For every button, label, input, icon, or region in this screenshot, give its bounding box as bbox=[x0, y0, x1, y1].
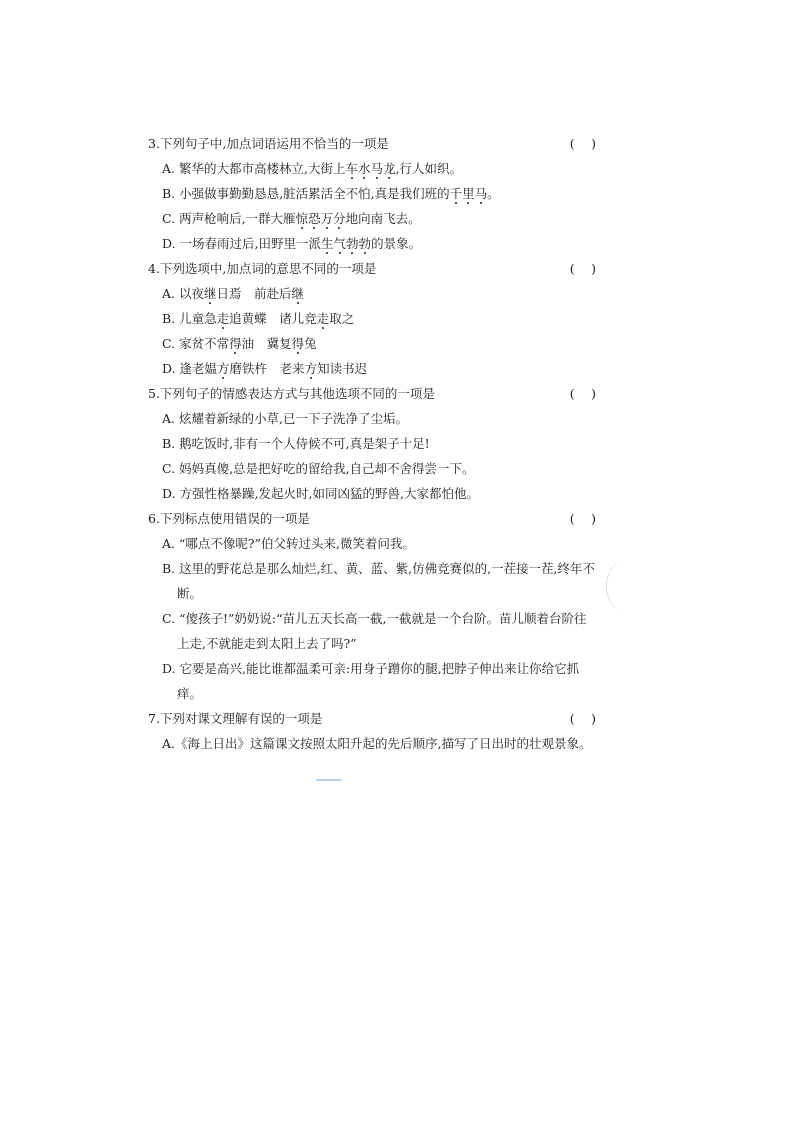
question-stem: 6.下列标点使用错误的一项是 bbox=[148, 511, 310, 526]
option-c bbox=[162, 206, 598, 231]
dotted-word bbox=[345, 161, 395, 176]
option-c bbox=[162, 331, 598, 356]
dotted-word bbox=[217, 311, 230, 326]
question-stem: 5.下列句子的情感表达方式与其他选项不同的一项是 bbox=[148, 386, 435, 401]
option-c: C. “傻孩子!”奶奶说:“苗儿五天长高一截,一截就是一个台阶。苗儿顺着台阶往上走,不就能走到太阳上去了吗?” bbox=[162, 611, 587, 651]
option-a bbox=[162, 281, 598, 306]
emphasis-char: 得 bbox=[291, 336, 305, 351]
option-text: D. 一场春雨过后,田野里一派 bbox=[162, 236, 321, 251]
answer-bracket: ( ) bbox=[569, 711, 598, 726]
emphasis-char: 车 bbox=[345, 161, 358, 176]
emphasis-char: 千 bbox=[449, 186, 463, 201]
option-a: A.《海上日出》这篇课文按照太阳升起的先后顺序,描写了日出时的壮观景象。 bbox=[162, 736, 592, 751]
emphasis-char: 恐 bbox=[308, 211, 321, 226]
option-text: 磨铁杵 老来 bbox=[229, 361, 305, 376]
option-b: B. 这里的野花总是那么灿烂,红、黄、蓝、紫,仿佛竞赛似的,一茬接一茬,终年不断。 bbox=[162, 561, 596, 601]
emphasis-char: 惊 bbox=[295, 211, 309, 226]
question-3 bbox=[148, 131, 598, 156]
option-b bbox=[162, 181, 598, 206]
dotted-word bbox=[450, 186, 488, 201]
option-d: D. 方强性格暴躁,发起火时,如同凶猛的野兽,大家都怕他。 bbox=[162, 486, 479, 501]
option-text: 知读书迟 bbox=[317, 361, 368, 376]
option-c: C. 妈妈真傻,总是把好吃的留给我,自己却不舍得尝一下。 bbox=[162, 461, 475, 476]
option-a: A. 炫耀着新绿的小草,已一下子洗净了尘垢。 bbox=[162, 411, 408, 426]
option-d: D. 它要是高兴,能比谁都温柔可亲:用身子蹭你的腿,把脖子伸出来让你给它抓痒。 bbox=[162, 661, 580, 701]
emphasis-char: 方 bbox=[217, 361, 230, 376]
option-text: A. 以夜 bbox=[162, 286, 204, 301]
emphasis-char: 继 bbox=[203, 286, 217, 301]
option-b: B. 鹅吃饭时,非有一个人侍候不可,真是架子十足! bbox=[162, 436, 430, 451]
option-text: 地向南飞去。 bbox=[345, 211, 421, 226]
question-stem: 3.下列句子中,加点词语运用不恰当的一项是 bbox=[148, 136, 389, 151]
dotted-word bbox=[317, 311, 330, 326]
dotted-word bbox=[305, 361, 318, 376]
emphasis-char: 马 bbox=[474, 186, 488, 201]
question-4 bbox=[148, 256, 598, 281]
scan-edge-mark bbox=[606, 560, 647, 612]
dotted-word bbox=[296, 211, 346, 226]
answer-bracket: ( ) bbox=[569, 261, 598, 276]
option-d bbox=[162, 356, 598, 381]
question-list bbox=[148, 131, 598, 756]
emphasis-char: 气 bbox=[333, 236, 347, 251]
emphasis-char: 水 bbox=[357, 161, 371, 176]
emphasis-char: 马 bbox=[370, 161, 383, 176]
emphasis-char: 继 bbox=[291, 286, 305, 301]
option-text: B. 小强做事勤勤恳恳,脏活累活全不怕,真是我们班的 bbox=[162, 186, 450, 201]
option-text: B. 儿童急 bbox=[162, 311, 217, 326]
emphasis-char: 得 bbox=[229, 336, 242, 351]
option-a: A. “哪点不像呢?”伯父转过头来,微笑着问我。 bbox=[162, 536, 415, 551]
dotted-word bbox=[217, 361, 230, 376]
option-text: 追黄蝶 诸儿竞 bbox=[229, 311, 317, 326]
option-text: C. 家贫不常 bbox=[162, 336, 230, 351]
option-b bbox=[162, 306, 598, 331]
emphasis-char: 分 bbox=[333, 211, 346, 226]
answer-bracket: ( ) bbox=[569, 386, 598, 401]
emphasis-char: 万 bbox=[320, 211, 334, 226]
option-text: 。 bbox=[487, 186, 500, 201]
option-text: 的景象。 bbox=[371, 236, 422, 251]
dotted-word bbox=[229, 336, 242, 351]
question-7 bbox=[148, 706, 598, 731]
option-d bbox=[162, 231, 598, 256]
emphasis-char: 生 bbox=[321, 236, 334, 251]
emphasis-char: 走 bbox=[316, 311, 330, 326]
option-text: 日焉 前赴后 bbox=[216, 286, 292, 301]
dotted-word bbox=[321, 236, 371, 251]
decorative-mark bbox=[316, 779, 342, 781]
option-text: 兔 bbox=[304, 336, 317, 351]
dotted-word bbox=[292, 286, 305, 301]
dotted-word bbox=[204, 286, 217, 301]
dotted-word bbox=[292, 336, 305, 351]
question-stem: 4.下列选项中,加点词的意思不同的一项是 bbox=[148, 261, 377, 276]
emphasis-char: 龙 bbox=[383, 161, 396, 176]
emphasis-char: 里 bbox=[462, 186, 475, 201]
option-text: 取之 bbox=[329, 311, 355, 326]
option-a bbox=[162, 156, 598, 181]
emphasis-char: 方 bbox=[304, 361, 318, 376]
option-text: A. 繁华的大都市高楼林立,大街上 bbox=[162, 161, 346, 176]
question-6 bbox=[148, 506, 598, 531]
option-text: C. 两声枪响后,一群大雁 bbox=[162, 211, 296, 226]
option-text: ,行人如织。 bbox=[395, 161, 462, 176]
question-stem: 7.下列对课文理解有误的一项是 bbox=[148, 711, 323, 726]
option-text: D. 逢老媪 bbox=[162, 361, 218, 376]
answer-bracket: ( ) bbox=[569, 136, 598, 151]
emphasis-char: 勃 bbox=[358, 236, 372, 251]
option-text: 油 冀复 bbox=[241, 336, 292, 351]
answer-bracket: ( ) bbox=[569, 511, 598, 526]
question-5 bbox=[148, 381, 598, 406]
emphasis-char: 勃 bbox=[346, 236, 359, 251]
emphasis-char: 走 bbox=[216, 311, 230, 326]
